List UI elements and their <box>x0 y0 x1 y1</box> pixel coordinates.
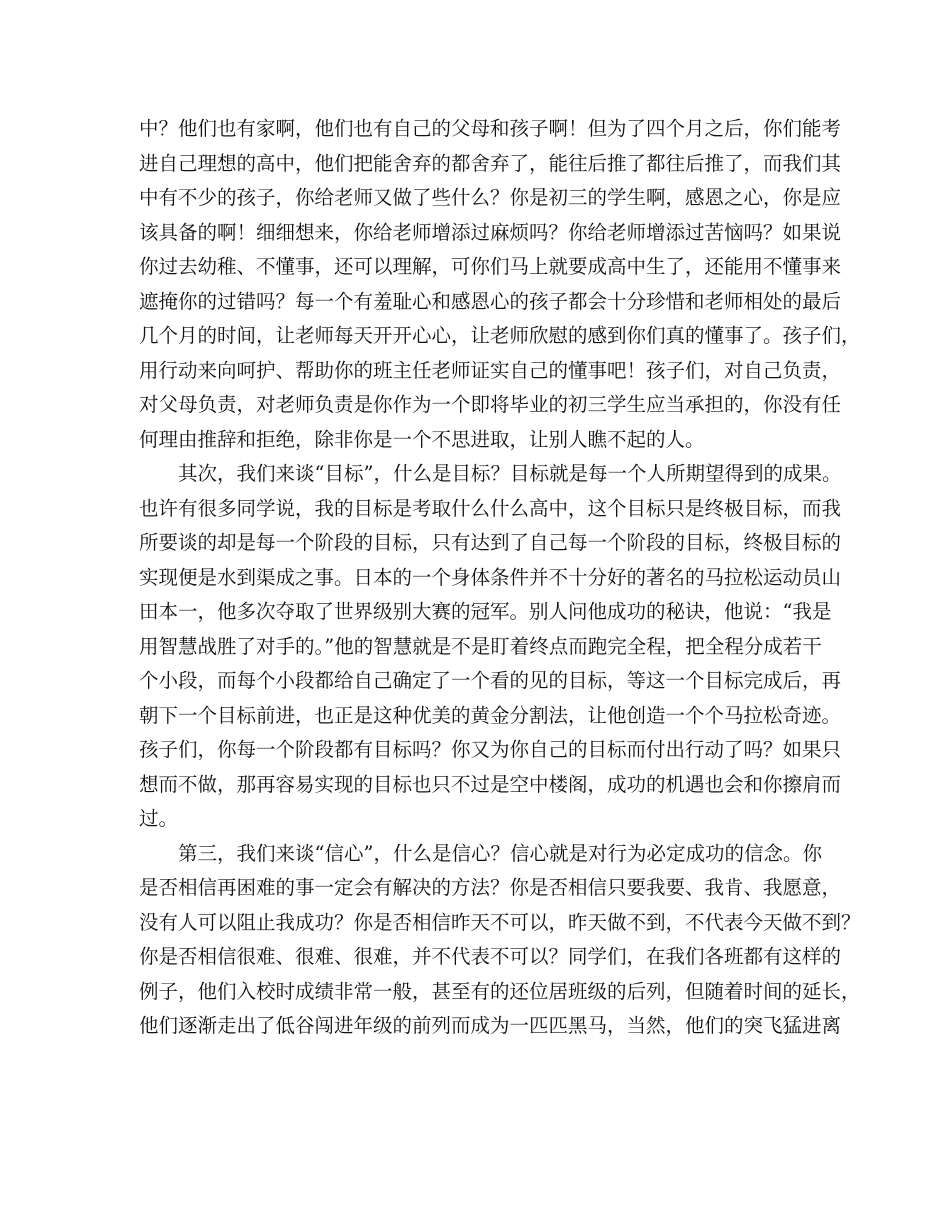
text-line: 田本一，他多次夺取了世界级别大赛的冠军。别人问他成功的秘诀，他说：“我是 <box>139 600 832 623</box>
text-line: 用行动来向呵护、帮助你的班主任老师证实自己的懂事吧！孩子们，对自己负责， <box>139 358 842 382</box>
document-body <box>139 112 861 1044</box>
text-line: 对父母负责，对老师负责是你作为一个即将毕业的初三学生应当承担的，你没有任 <box>139 393 842 416</box>
text-line: 个小段，而每个小段都给自己确定了一个看的见的目标，等这一个目标完成后，再 <box>139 669 842 692</box>
text-line: 几个月的时间，让老师每天开开心心，让老师欣慰的感到你们真的懂事了。孩子们， <box>139 324 861 347</box>
text-line: 他们逐渐走出了低谷闯进年级的前列而成为一匹匹黑马，当然，他们的突飞猛进离 <box>139 1014 842 1037</box>
text-line: 中？他们也有家啊，他们也有自己的父母和孩子啊！但为了四个月之后，你们能考 <box>139 117 842 140</box>
text-line: 何理由推辞和拒绝，除非你是一个不思进取，让别人瞧不起的人。 <box>139 427 705 451</box>
text-line: 你过去幼稚、不懂事，还可以理解，可你们马上就要成高中生了，还能用不懂事来 <box>139 255 842 278</box>
paragraph-confidence <box>139 837 861 1044</box>
paragraph-gratitude <box>139 112 861 457</box>
text-line: 朝下一个目标前进，也正是这种优美的黄金分割法，让他创造一个个马拉松奇迹。 <box>139 703 842 727</box>
text-line: 过。 <box>139 807 179 830</box>
text-line: 进自己理想的高中，他们把能舍弃的都舍弃了，能往后推了都往后推了，而我们其 <box>139 151 842 175</box>
text-line: 也许有很多同学说，我的目标是考取什么什么高中，这个目标只是终极目标，而我 <box>139 496 842 520</box>
text-line: 遮掩你的过错吗？每一个有羞耻心和感恩心的孩子都会十分珍惜和老师相处的最后 <box>139 289 842 313</box>
text-line: 孩子们，你每一个阶段都有目标吗？你又为你自己的目标而付出行动了吗？如果只 <box>139 738 842 761</box>
text-line: 你是否相信很难、很难、很难，并不代表不可以？同学们，在我们各班都有这样的 <box>139 945 842 968</box>
text-line: 中有不少的孩子，你给老师又做了些什么？你是初三的学生啊，感恩之心，你是应 <box>139 186 842 209</box>
text-line: 例子，他们入校时成绩非常一般，甚至有的还位居班级的后列，但随着时间的延长， <box>139 979 861 1003</box>
text-line: 其次，我们来谈“目标”，什么是目标？目标就是每一个人所期望得到的成果。 <box>139 462 842 485</box>
text-line: 是否相信再困难的事一定会有解决的方法？你是否相信只要我要、我肯、我愿意， <box>139 876 842 899</box>
text-line: 所要谈的却是每一个阶段的目标，只有达到了自己每一个阶段的目标，终极目标的 <box>139 531 842 554</box>
text-line: 该具备的啊！细细想来，你给老师增添过麻烦吗？你给老师增添过苦恼吗？如果说 <box>139 220 842 244</box>
text-line: 没有人可以阻止我成功？你是否相信昨天不可以，昨天做不到，不代表今天做不到？ <box>139 910 861 934</box>
text-line: 实现便是水到渠成之事。日本的一个身体条件并不十分好的著名的马拉松运动员山 <box>139 565 842 589</box>
paragraph-goals <box>139 457 842 837</box>
text-line: 想而不做，那再容易实现的目标也只不过是空中楼阁，成功的机遇也会和你擦肩而 <box>139 772 842 796</box>
text-line: 用智慧战胜了对手的。”他的智慧就是不是盯着终点而跑完全程，把全程分成若干 <box>139 634 822 658</box>
text-line: 第三，我们来谈“信心”，什么是信心？信心就是对行为必定成功的信念。你 <box>139 841 822 865</box>
